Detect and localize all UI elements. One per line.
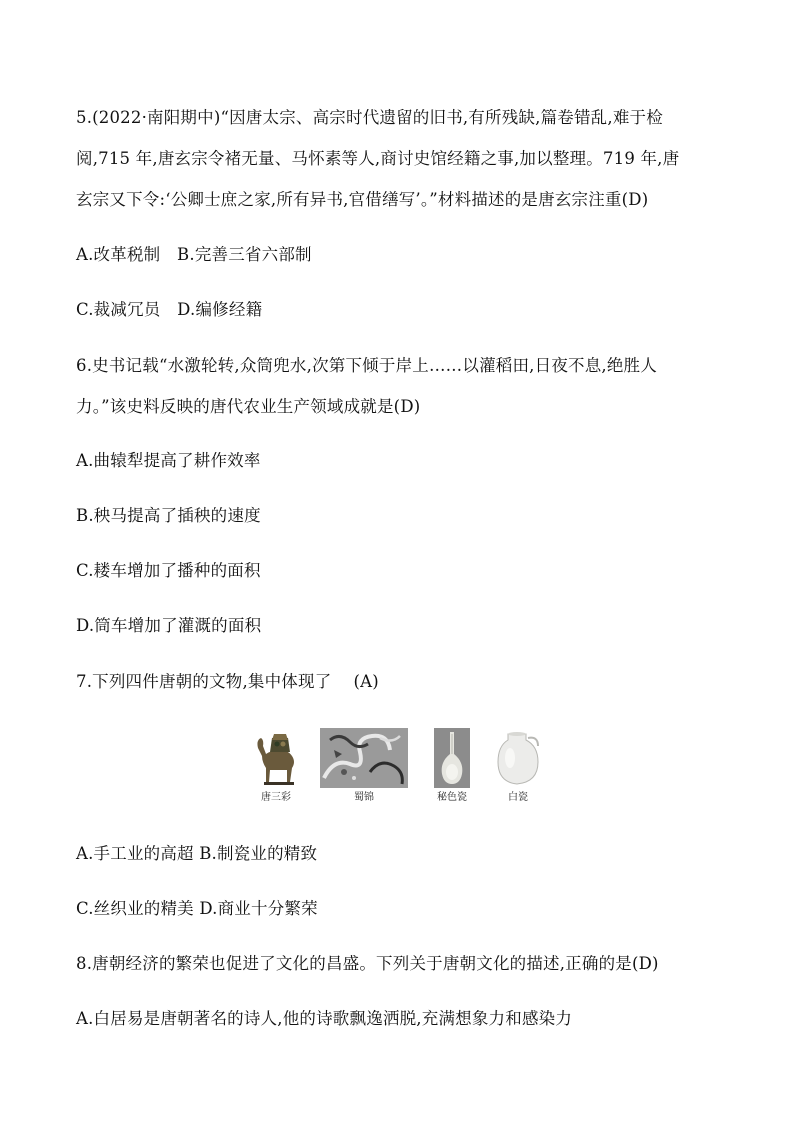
q6-option-a: A.曲辕犁提高了耕作效率 [76, 451, 261, 470]
q6-option-b: B.秧马提高了插秧的速度 [76, 506, 261, 525]
white-jar-icon [492, 728, 544, 788]
caption-mise-porcelain: 秘色瓷 [437, 792, 467, 803]
q5-options-row-1: A.改革税制 B.完善三省六部制 [76, 245, 312, 264]
q6-option-d: D.筒车增加了灌溉的面积 [76, 616, 262, 635]
q7-artifact-figure [252, 728, 552, 810]
q5-stem-line-2: 阅,715 年,唐玄宗令褚无量、马怀素等人,商讨史馆经籍之事,加以整理。719 年,唐 [76, 149, 680, 168]
celadon-vase-icon [434, 728, 470, 788]
caption-tang-sancai: 唐三彩 [261, 792, 291, 803]
artifact-shu-brocade [320, 728, 408, 803]
q6-stem-line-2: 力。”该史料反映的唐代农业生产领域成就是(D) [76, 397, 421, 416]
caption-white-porcelain: 白瓷 [508, 792, 528, 803]
brocade-pattern-icon [320, 728, 408, 788]
camel-figure-icon [252, 728, 300, 788]
q8-option-a: A.白居易是唐朝著名的诗人,他的诗歌飘逸洒脱,充满想象力和感染力 [76, 1009, 573, 1028]
q5-stem-line-1: 5.(2022·南阳期中)“因唐太宗、高宗时代遗留的旧书,有所残缺,篇卷错乱,难于检 [76, 108, 663, 127]
caption-shu-brocade: 蜀锦 [354, 792, 374, 803]
artifact-white-porcelain [492, 728, 544, 803]
artifact-tang-sancai [252, 728, 300, 803]
q7-stem: 7.下列四件唐朝的文物,集中体现了 (A) [76, 672, 379, 691]
q8-stem: 8.唐朝经济的繁荣也促进了文化的昌盛。下列关于唐朝文化的描述,正确的是(D) [76, 954, 659, 973]
q5-options-row-2: C.裁减冗员 D.编修经籍 [76, 300, 263, 319]
q7-options-row-2: C.丝织业的精美 D.商业十分繁荣 [76, 899, 318, 918]
q5-stem-line-3: 玄宗又下令:‘公卿士庶之家,所有异书,官借缮写’。”材料描述的是唐玄宗注重(D) [76, 190, 649, 209]
q7-options-row-1: A.手工业的高超 B.制瓷业的精致 [76, 844, 318, 863]
q6-option-c: C.耧车增加了播种的面积 [76, 561, 261, 580]
artifact-mise-porcelain [434, 728, 470, 803]
q6-stem-line-1: 6.史书记载“水激轮转,众筒兜水,次第下倾于岸上……以灌稻田,日夜不息,绝胜人 [76, 356, 657, 375]
